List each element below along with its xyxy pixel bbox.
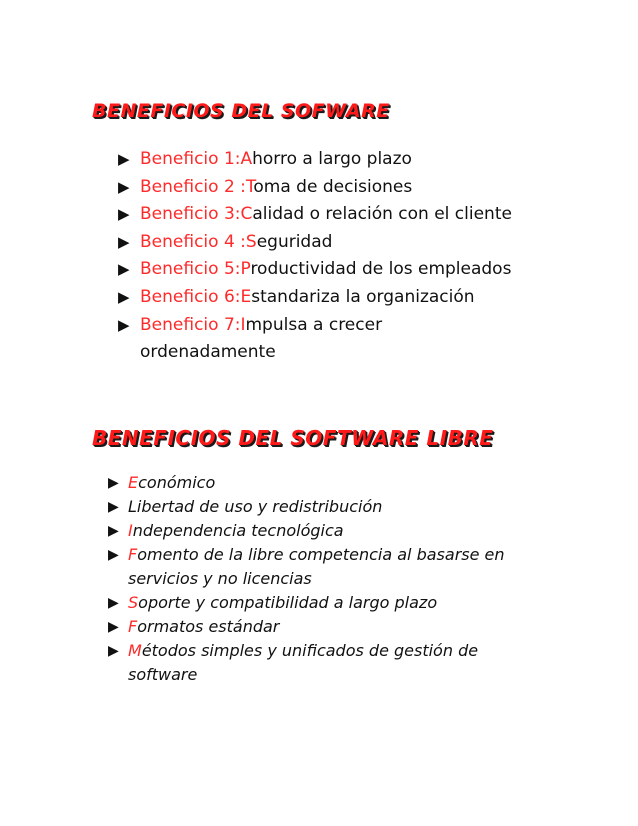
- item-initial: E: [240, 286, 252, 307]
- list-item: [118, 146, 578, 174]
- item-text: étodos simples y unificados de gestión de software: [128, 641, 479, 684]
- list-item: [118, 229, 578, 257]
- item-initial: I: [240, 314, 246, 335]
- list-item: [108, 591, 548, 615]
- item-text: oma de decisiones: [253, 176, 413, 197]
- list-item: [118, 284, 578, 312]
- triangle-bullet-icon: ▶: [118, 205, 130, 224]
- section2-title: BENEFICIOS DEL SOFTWARE LIBRE: [92, 426, 494, 450]
- item-text: horro a largo plazo: [252, 149, 412, 169]
- triangle-bullet-icon: ▶: [118, 287, 130, 306]
- item-initial: I: [128, 521, 133, 540]
- item-initial: C: [240, 204, 253, 225]
- item-label: Beneficio 2 :: [140, 176, 246, 197]
- list-item: [108, 495, 548, 519]
- item-text: oporte y compatibilidad a largo plazo: [138, 593, 438, 612]
- triangle-bullet-icon: ▶: [108, 595, 119, 611]
- triangle-bullet-icon: ▶: [118, 232, 130, 251]
- item-text: eguridad: [256, 231, 333, 252]
- triangle-bullet-icon: ▶: [108, 475, 119, 491]
- item-text: conómico: [138, 473, 216, 492]
- item-text: mpulsa a crecer ordenadamente: [140, 314, 383, 363]
- beneficios-software-libre-list: [108, 471, 548, 687]
- triangle-bullet-icon: ▶: [118, 177, 130, 196]
- item-initial: T: [245, 176, 254, 197]
- item-text: alidad o relación con el cliente: [252, 204, 512, 225]
- item-text: ndependencia tecnológica: [132, 521, 344, 540]
- item-text: Libertad de uso y redistribución: [128, 497, 383, 516]
- section1-title: BENEFICIOS DEL SOFWARE: [92, 100, 390, 122]
- item-initial: S: [128, 593, 139, 612]
- item-label: Beneficio 3:: [140, 204, 241, 225]
- list-item: [118, 174, 578, 202]
- item-text: roductividad de los empleados: [250, 259, 512, 280]
- list-item: [108, 471, 548, 495]
- item-initial: S: [245, 231, 257, 252]
- triangle-bullet-icon: ▶: [108, 523, 119, 539]
- triangle-bullet-icon: ▶: [108, 499, 119, 515]
- list-item: [108, 543, 528, 591]
- item-initial: P: [240, 259, 251, 280]
- triangle-bullet-icon: ▶: [108, 619, 119, 635]
- triangle-bullet-icon: ▶: [108, 643, 119, 659]
- item-initial: F: [128, 617, 138, 636]
- item-initial: F: [128, 545, 138, 564]
- triangle-bullet-icon: ▶: [118, 315, 130, 334]
- item-label: Beneficio 7:: [140, 314, 241, 335]
- list-item: [118, 256, 578, 284]
- triangle-bullet-icon: ▶: [118, 150, 130, 168]
- item-initial: A: [240, 149, 253, 169]
- item-label: Beneficio 5:: [140, 259, 241, 280]
- triangle-bullet-icon: ▶: [118, 260, 130, 279]
- item-text: standariza la organización: [251, 286, 475, 307]
- item-label: Beneficio 1:: [140, 149, 241, 169]
- list-item: [108, 639, 513, 687]
- item-label: Beneficio 6:: [140, 286, 241, 307]
- list-item: [118, 201, 578, 229]
- list-item: [108, 519, 548, 543]
- item-text: ormatos estándar: [137, 617, 280, 636]
- list-item: [108, 615, 548, 639]
- beneficios-software-list: [118, 146, 578, 367]
- triangle-bullet-icon: ▶: [108, 547, 119, 563]
- item-initial: M: [128, 641, 142, 660]
- item-text: omento de la libre competencia al basarse en servicios y no licencias: [128, 545, 505, 588]
- item-initial: E: [128, 473, 139, 492]
- list-item: [118, 312, 440, 367]
- item-label: Beneficio 4 :: [140, 231, 246, 252]
